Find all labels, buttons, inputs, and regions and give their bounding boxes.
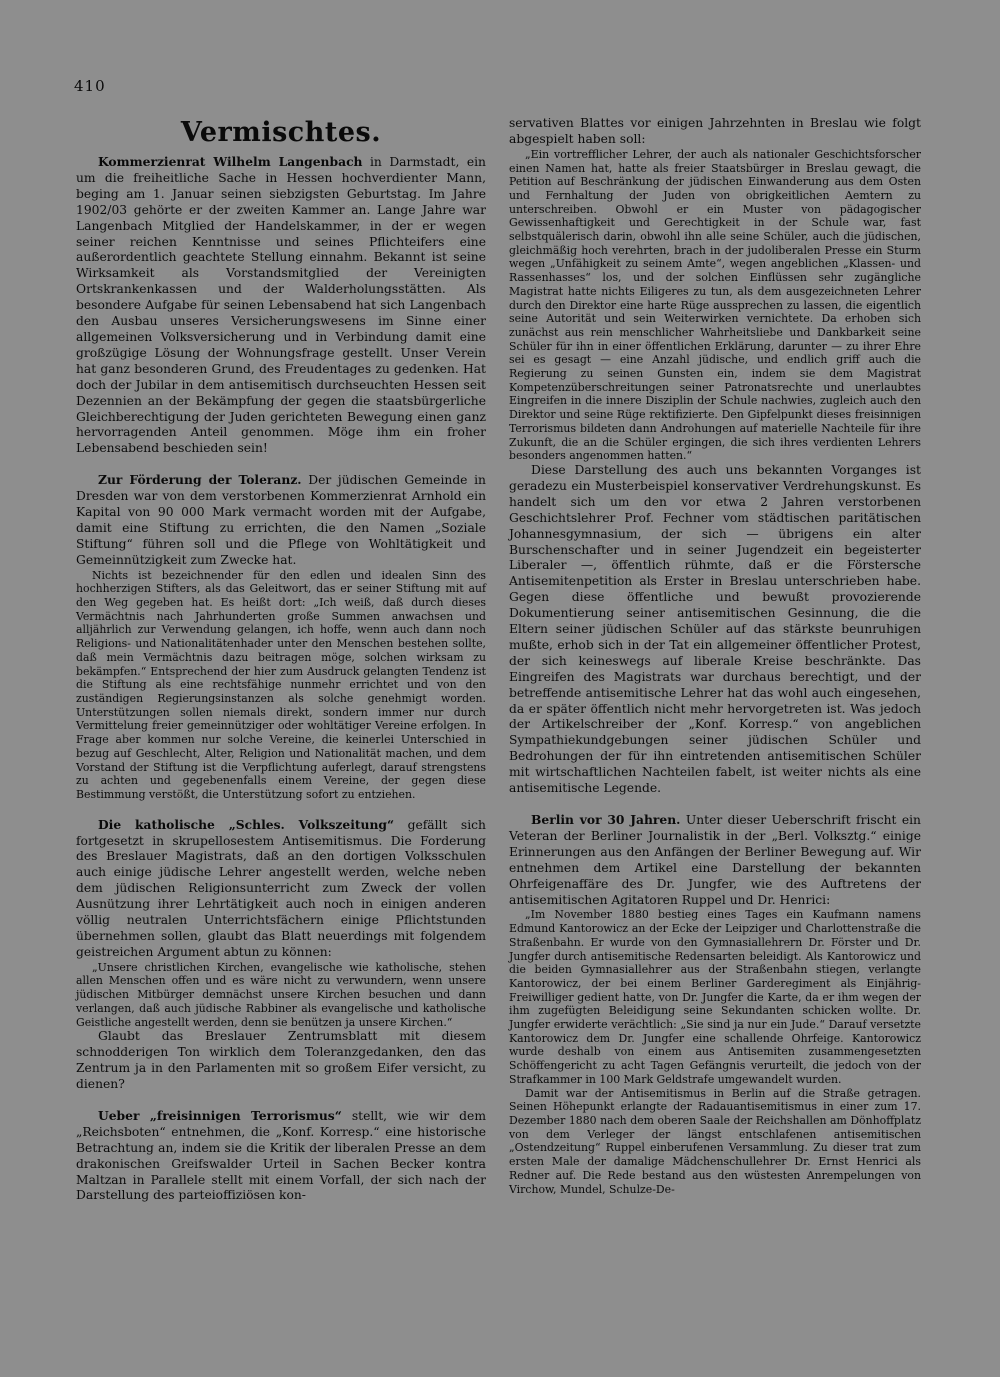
article-body: stellt, wie wir dem „Reichsboten“ entnehmen, die „Konf. Korresp.“ eine historische Betrachtung an, indem sie die Kritik der liberalen Presse an dem drakonischen Greifswalder Urteil in Sachen Becker kontra Maltzan in Parallele stellt mit einem Vorfall, der sich nach der Darstellung des parteioffiziösen kon- — [76, 1108, 486, 1203]
quote-block — [509, 148, 921, 463]
article-body: Diese Darstellung des auch uns bekannten Vorganges ist geradezu ein Musterbeispiel konservativer Verdrehungskunst. Es handelt sich um den vor etwa 2 Jahren verstorbenen Geschichtslehrer Prof. Fechner vom städtischen paritätischen Johannesgymnasium, der sich — übrigens ein alter Burschenschafter und in seiner Jugendzeit ein begeisterter Liberaler —, öffentlich rühmte, daß er die Förstersche Antisemitenpetition als Erster in Breslau unterschrieben habe. Gegen diese öffentliche und bewußt provozierende Dokumentierung seiner antisemitischen Gesinnung, die die Eltern seiner jüdischen Schüler auf das stärkste beunruhigen mußte, erhob sich in der Tat ein allgemeiner öffentlicher Protest, der sich keineswegs auf liberale Kreise beschränkte. Das Eingreifen des Magistrats war durchaus berechtigt, und der betreffende antisemitische Lehrer hat das wohl auch eingesehen, da er später öffentlich nicht mehr hervorgetreten ist. Was jedoch der Artikelschreiber der „Konf. Korresp.“ von angeblichen Sympathiekundgebungen seiner jüdischen Schüler und Bedrohungen der für ihn eintretenden antisemitischen Schüler mit wirtschaftlichen Nachteilen fabelt, ist weiter nichts als eine antisemitische Legende. — [509, 462, 921, 796]
article-title: Zur Förderung der Toleranz. — [98, 472, 302, 488]
article-body: gefällt sich fortgesetzt in skrupellosestem Antisemitismus. Die Forderung des Breslauer Magistrats, daß an den dortigen Volksschulen auch einige jüdische Lehrer angestellt werden, welche neben dem jüdischen Religionsunterricht zum Zweck der vollen Ausnützung ihrer Lehrtätigkeit auch noch in einigen anderen völlig neutralen Unterrichtsfächern einige Pflichtstunden übernehmen sollen, glaubt das Blatt neuerdings mit folgendem geistreichen Argument abtun zu können: — [76, 817, 486, 959]
article-title: Kommerzienrat Wilhelm Langenbach — [98, 154, 363, 169]
article-title: Ueber „freisinnigen Terrorismus“ — [98, 1107, 342, 1123]
article-berlin — [509, 812, 921, 908]
article-title: Berlin vor 30 Jahren. — [531, 812, 681, 828]
article-terrorismus — [76, 1108, 486, 1204]
article-langenbach — [76, 154, 486, 457]
page-number: 410 — [74, 77, 106, 95]
quote-block — [76, 961, 486, 1030]
article-title: Die katholische „Schles. Volkszeitung“ — [98, 816, 395, 832]
section-heading: Vermischtes. — [180, 117, 382, 148]
quote-text: „Unsere christlichen Kirchen, evangelische wie katholische, stehen allen Menschen offen und es wäre nicht zu verwundern, wenn unsere jüdischen Mitbürger demnächst unsere Kirchen besuchen und dann verlangen, daß auch jüdische Rabbiner als evangelische und katholische Geistliche angestellt werden, denn sie benützen ja unsere Kirchen.“ — [76, 960, 486, 1029]
article-body: servativen Blattes vor einigen Jahrzehnten in Breslau wie folgt abgespielt haben soll: — [509, 116, 921, 146]
quote-text: „Im November 1880 bestieg eines Tages ein Kaufmann namens Edmund Kantorowicz an der Ecke der Leipziger und Charlottenstraße die Straßenbahn. Er wurde von den Gymnasiallehrern Dr. Förster und Dr. Jungfer durch antisemitische Redensarten beleidigt. Als Kantorowicz und die beiden Gymnasiallehrer aus der Straßenbahn stiegen, verlangte Kantorowicz, der bei einem Berliner Garderegiment als Einjährig-Freiwilliger gedient hatte, von Dr. Jungfer die Karte, da er ihm wegen der ihm zugefügten Beleidigung seine Sekundanten schicken wollte. Dr. Jungfer erwiderte verächtlich: „Sie sind ja nur ein Jude.“ Darauf versetzte Kantorowicz dem Dr. Jungfer eine schallende Ohrfeige. Kantorowicz wurde deshalb von einem aus Antisemiten zusammengesetzten Schöffengericht zu acht Tagen Gefängnis verurteilt, die jedoch von der Strafkammer in 100 Mark Geldstrafe umgewandelt wurden. — [509, 908, 921, 1086]
article-body-small: Nichts ist bezeichnender für den edlen und idealen Sinn des hochherzigen Stifters, als das Geleitwort, das er seiner Stiftung mit auf den Weg gegeben hat. Es heißt dort: „Ich weiß, daß durch dieses Vermächtnis nach Jahrhunderten große Summen anwachsen und alljährlich zur Verwendung gelangen, ich hoffe, wenn auch dann noch Religions- und Nationalitätenhader unter den Menschen bestehen sollte, daß mein Vermächtnis dazu beitragen möge, solchen wirksam zu bekämpfen.“ Entsprechend der hier zum Ausdruck gelangten Tendenz ist die Stiftung als eine rechtsfähige nunmehr errichtet und von den zuständigen Regierungsinstanzen als solche genehmigt worden. Unterstützungen sollen niemals direkt, sondern immer nur durch Vermittelung freier gemeinnütziger oder wohltätiger Vereine erfolgen. In Frage aber kommen nur solche Vereine, die keinerlei Unterschied in bezug auf Geschlecht, Alter, Religion und Nationalität machen, und dem Vorstand der Stiftung ist die Verpflichtung auferlegt, darauf strengstens zu achten und gegebenenfalls einem Vereine, der gegen diese Bestimmung verstößt, die Unterstützung sofort zu entziehen. — [76, 568, 486, 801]
article-volkszeitung — [76, 817, 486, 961]
article-body: in Darmstadt, ein um die freiheitliche Sache in Hessen hochverdienter Mann, beging am 1. Januar seinen siebzigsten Geburtstag. Im Jahre 1902/03 gehörte er der zweiten Kammer an. Lange Jahre war Langenbach Mitglied der Handelskammer, in der er wegen seiner reichen Kenntnisse und seines Pflichteifers eine außerordentlich geachtete Stellung einnahm. Bekannt ist seine Wirksamkeit als Vorstandsmitglied der Vereinigten Ortskrankenkassen und der Walderholungsstätten. Als besondere Aufgabe für seinen Lebensabend hat sich Langenbach den Ausbau unseres Versicherungswesens im Sinne einer allgemeinen Volksversicherung und in Verbindung damit eine großzügige Lösung der Wohnungsfrage gestellt. Unser Verein hat ganz besonderen Grund, des Freudentages zu gedenken. Hat doch der Jubilar in dem antisemitisch durchseuchten Hessen seit Dezennien an der Bekämpfung der gegen die staatsbürgerliche Gleichberechtigung der Juden gerichteten Bewegung einen ganz hervorragenden Anteil genommen. Möge ihm ein froher Lebensabend beschieden sein! — [76, 155, 486, 456]
article-body: Glaubt das Breslauer Zentrumsblatt mit diesem schnodderigen Ton wirklich dem Toleranzgedanken, den das Zentrum ja in den Parlamenten mit so großem Eifer versicht, zu dienen? — [76, 1029, 486, 1091]
article-toleranz — [76, 472, 486, 568]
article-body: Unter dieser Ueberschrift frischt ein Veteran der Berliner Journalistik in der „Berl. Volksztg.“ einige Erinnerungen aus den Anfängen der Berliner Bewegung auf. Wir entnehmen dem Artikel eine Darstellung der bekannten Ohrfeigenaffäre des Dr. Jungfer, wie des Auftretens der antisemitischen Agitatoren Ruppel und Dr. Henrici: — [509, 813, 921, 907]
quote-block — [509, 908, 921, 1196]
right-column — [509, 116, 921, 1196]
quote-text: Damit war der Antisemitismus in Berlin auf die Straße getragen. Seinen Höhepunkt erlangte der Radauantisemitismus in einer zum 17. Dezember 1880 nach dem oberen Saale der Reichshallen am Dönhoffplatz von dem Verleger der längst entschlafenen antisemitischen „Ostendzeitung“ Ruppel einberufenen Versammlung. Zu dieser trat zum ersten Male der damalige Mädchenschullehrer Dr. Ernst Henrici als Redner auf. Die Rede bestand aus den wüstesten Anrempelungen von Virchow, Mundel, Schulze-De- — [509, 1086, 921, 1196]
article-toleranz-small — [76, 569, 486, 802]
left-column — [76, 116, 486, 1204]
article-body: Der jüdischen Gemeinde in Dresden war von dem verstorbenen Kommerzienrat Arnhold ein Kapital von 90 000 Mark vermacht worden mit der Aufgabe, damit eine Stiftung zu errichten, die den Namen „Soziale Stiftung“ führen soll und die Pflege von Wohltätigkeit und Gemeinnützigkeit zum Zwecke hat. — [76, 473, 486, 567]
quote-text: „Ein vortrefflicher Lehrer, der auch als nationaler Geschichtsforscher einen Namen hat, hatte als freier Staatsbürger in Breslau gewagt, die Petition auf Beschränkung der jüdischen Einwanderung aus dem Osten und Fernhaltung der Juden von obrigkeitlichen Aemtern zu unterschreiben. Obwohl er ein Muster von pädagogischer Gewissenhaftigkeit und Gerechtigkeit in der Schule war, fast selbstquälerisch darin, obwohl ihn alle seine Schüler, auch die jüdischen, gleichmäßig hoch verehrten, brach in der judoliberalen Presse ein Sturm wegen „Unfähigkeit zu seinem Amte“, wegen angeblichen „Klassen- und Rassenhasses“ los, und der solchen Einflüssen sehr zugängliche Magistrat hatte nichts Eiligeres zu tun, als dem ausgezeichneten Lehrer durch den Direktor eine harte Rüge aussprechen zu lassen, die eigentlich seine Autorität und sein Weiterwirken vernichtete. Da erhoben sich zunächst aus rein menschlicher Wahrheitsliebe und Dankbarkeit seine Schüler für ihn in einer öffentlichen Erklärung, darunter — zu ihrer Ehre sei es gesagt — eine Anzahl jüdische, und endlich griff auch die Regierung zu seinen Gunsten ein, indem sie dem Magistrat Kompetenzüberschreitungen seiner Patronatsrechte und unerlaubtes Eingreifen in die innere Disziplin der Schule nachwies, zugleich auch den Direktor und seine Rüge rektifizierte. Den Gipfelpunkt dieses freisinnigen Terrorismus bildeten dann Androhungen auf materielle Nachteile für ihre Zukunft, die an die Schüler ergingen, die sich ihres verdienten Lehrers besonders angenommen hatten.“ — [509, 147, 921, 463]
